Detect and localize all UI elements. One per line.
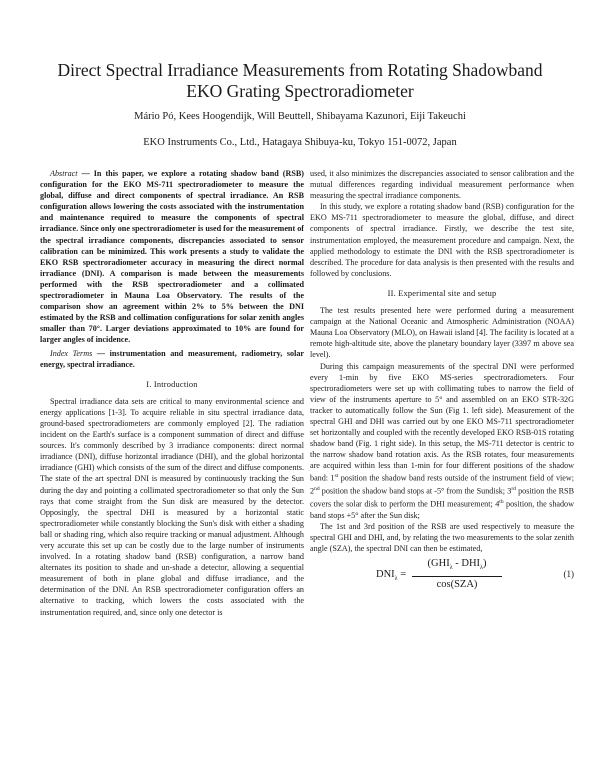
equation-fraction (412, 558, 502, 590)
index-terms (40, 348, 304, 370)
eq-close: ) (482, 558, 487, 570)
sup-st: st (334, 473, 339, 480)
eq-dhi-sub: λ (480, 565, 483, 572)
section-heading-introduction: I. Introduction (146, 379, 198, 389)
equation-numerator (412, 558, 502, 577)
test-site-paragraph: The test results presented here were performed during a measurement campaign at the National Oceanic and Atmospheric Administration (NOAA) Mauna Loa Observatory (MLO), on Hawaii island [4]. The facility is located at a remote high-altitude site, above the planetary boundary layer (3397 m above sea level). (310, 306, 574, 360)
left-column (40, 168, 304, 618)
campaign-paragraph (310, 361, 574, 521)
eq-lambda-sub: λ (394, 576, 398, 583)
title-line-2: EKO Grating Spectroradiometer (186, 81, 414, 101)
eq-ghi: (GHI (427, 558, 450, 570)
study-paragraph: In this study, we explore a rotating shadow band (RSB) configuration for the EKO MS-711 spectroradiometer to measure the global, diffuse, and direct components of spectral irradiance. Firstly, we describe the test site, instrumentation employed, the measurement procedure and campaign. Next, the applied methodology to estimate the DNI with the RSB spectroradiometer is described. The procedure for data analysis is then presented with the results and followed by conclusions. (310, 202, 574, 278)
campaign-text-e: position, the shadow band stops +5° after the Sun disk; (310, 499, 574, 520)
eq-dni: DNI (376, 569, 395, 581)
eq-equals: = (397, 569, 407, 581)
title-line-1: Direct Spectral Irradiance Measurements from Rotating Shadowband (57, 60, 543, 80)
campaign-text-d: position the RSB covers the solar disk to perform the DHI measurement; 4 (310, 486, 574, 509)
equation-lhs (376, 569, 406, 585)
campaign-text-c: position the shadow band stops at -5° from the Sundisk; 3 (319, 486, 512, 496)
affiliation: EKO Instruments Co., Ltd., Hatagaya Shibuya-ku, Tokyo 151-0072, Japan (143, 137, 457, 148)
equation-1 (310, 558, 574, 594)
paper-title (40, 60, 560, 102)
campaign-text-b: position the shadow band rests outside of the instrument field of view; 2 (310, 474, 574, 496)
abstract-dash: — (77, 169, 94, 178)
equation-denominator: cos(SZA) (436, 579, 478, 591)
abstract-text: In this paper, we explore a rotating shadow band (RSB) configuration for the EKO MS-711 spectroradiometer to measure the global, diffuse and direct components of spectral irradiance. An RSB configuration allows lowering the costs associated with the instrumentation and maintenance required to measure the components of spectral irradiance. Since only one spectroradiometer is used for the measurement of the spectral irradiance components, discrepancies associated to sensor calibration can be minimized. This work presents a study to validate the EKO RSB spectroradiometer accuracy in measuring the direct normal irradiance (DNI). A comparison is made between the measurements performed with the RSB spectroradiometer and a collimated spectroradiometer in Mauna Loa Observatory. The results of the comparison show an agreement within 2% to 5% between the DNI estimated by the RSB and collimation configurations for solar zenith angles smaller than 70°. Larger deviations approximated to 10% are found for larger angles of incidence. (40, 169, 304, 345)
section-heading-experimental: II. Experimental site and setup (387, 288, 497, 298)
sup-nd: nd (314, 486, 320, 493)
equation-number: (1) (563, 569, 574, 580)
sup-rd: rd (511, 486, 516, 493)
sup-th: th (499, 499, 504, 506)
method-paragraph: The 1st and 3rd position of the RSB are used respectively to measure the spectral GHI and DHI, and, by relating the two measurements to the solar zenith angle (SZA), the spectral DNI can then be estimated, (310, 521, 574, 554)
author-list: Mário Pó, Kees Hoogendijk, Will Beuttell, Shibayama Kazunori, Eiji Takeuchi (134, 111, 466, 122)
abstract-label: Abstract (50, 169, 78, 178)
index-terms-dash: — (92, 348, 110, 358)
eq-dhi: - DHI (452, 558, 481, 570)
campaign-text-a: During this campaign measurements of the spectral DNI were performed every 1-min by five EKO MS-series spectroradiometers. Four spectroradiometers were set up with collimating tubes to narrow the field of view of the instruments aperture to 5° and assembled on an EKO STR-32G tracker to automatically follow the Sun (Fig 1. left side). Measurement of the spectral GHI and DHI was carried out by one EKO MS-711 spectroradiometer set horizontally and coupled with the recently developed EKO RSB-01S rotating shadow band (Fig. 1 right side). In this setup, the MS-711 detector is centric to the narrow shadow band rotation axis. As the RSB rotates, four measurements are acquired within less than 1-min for four different positions of the shadow band: 1 (310, 361, 574, 484)
right-column (310, 168, 574, 594)
eq-ghi-sub: λ (449, 565, 453, 572)
abstract (40, 168, 304, 346)
intro-paragraph: Spectral irradiance data sets are critical to many environmental science and energy applications [1-3]. To acquire reliable in situ spectral irradiance data, ground-based spectroradiometers are commonly employed [2]. The radiation incident on the Earth's surface is a component summation of direct and diffuse sources. It's commonly described by 3 irradiance components: direct normal irradiance (DNI), diffuse horizontal irradiance (DHI), and the global horizontal irradiance (GHI) which consists of the sum of the direct and diffuse components. The state of the art spectral DNI is measured by continuously tracking the Sun during the day and pointing a collimated spectroradiometer so that only the Sun rays that come straight from the Sun disk are measured by the detector. Opposingly, the spectral DHI is measured by a horizontal static spectroradiometer while constantly blocking the Sun's disk with either a shading ball or shading ring, which also require tracking or manual adjustment. Although very accurate this set up can be costly due to the large number of instruments involved. In a rotating shadow band (RSB) configuration, a narrow band alternates its position to shade and un-shade a detector, allowing a sequential measurement of both in plane global and diffuse irradiance, and the determination of the DNI. An RSB spectroradiometer configuration offers an alternative to tracking, which lowers the costs associated with the instrumentation required, and, since only one detector is (40, 396, 304, 617)
index-terms-text: instrumentation and measurement, radiometry, solar energy, spectral irradiance. (40, 348, 304, 369)
index-terms-label: Index Terms (50, 348, 93, 358)
continued-paragraph: used, it also minimizes the discrepancies associated to sensor calibration and the mutual differences regarding individual measurement performance when measuring the spectral irradiance components. (310, 169, 574, 201)
